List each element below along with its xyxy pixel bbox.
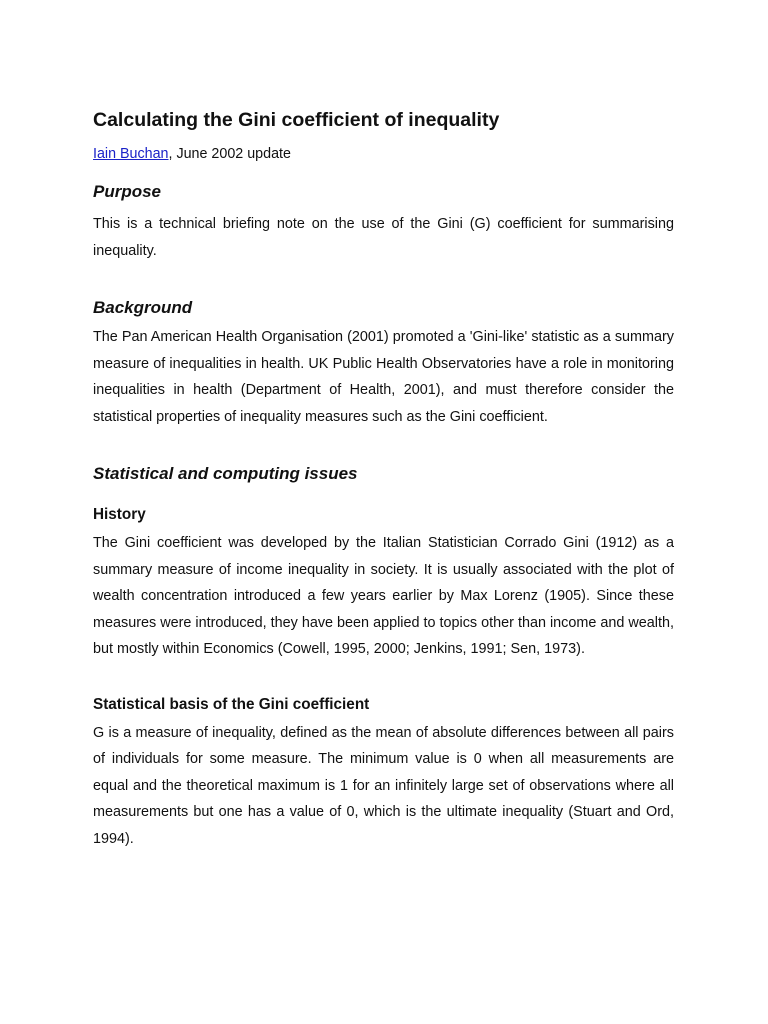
- background-heading: Background: [93, 298, 193, 317]
- history-paragraph: The Gini coefficient was developed by the Italian Statistician Corrado Gini (1912) as a summary measure of income inequality in society. It is usually associated with the plot of wealth concentration introduced a few years earlier by Max Lorenz (1905). Since these measures were introduced, they have been applied to topics other than income and wealth, but mostly within Economics (Cowell, 1995, 2000; Jenkins, 1991; Sen, 1973).: [93, 535, 674, 657]
- gini-basis-heading: Statistical basis of the Gini coefficient: [93, 695, 370, 713]
- byline: [93, 145, 674, 163]
- purpose-heading: Purpose: [93, 182, 162, 201]
- background-paragraph: The Pan American Health Organisation (2001) promoted a 'Gini-like' statistic as a summary measure of inequalities in health. UK Public Health Observatories have a role in monitoring inequalities in health (Department of Health, 2001), and must therefore consider the statistical properties of inequality measures such as the Gini coefficient.: [93, 329, 674, 425]
- document-page: [93, 108, 674, 852]
- statistical-issues-heading: Statistical and computing issues: [93, 464, 358, 483]
- document-title: Calculating the Gini coefficient of inequality: [93, 109, 500, 131]
- byline-date: , June 2002 update: [168, 146, 291, 162]
- gini-basis-paragraph: G is a measure of inequality, defined as the mean of absolute differences between all pairs of individuals for some measure. The minimum value is 0 when all measurements are equal and the theoretical maximum is 1 for an infinitely large set of observations where all measurements but one has a value of 0, which is the ultimate inequality (Stuart and Ord, 1994).: [93, 724, 674, 847]
- purpose-paragraph: This is a technical briefing note on the use of the Gini (G) coefficient for summarising inequality.: [93, 216, 674, 259]
- author-link[interactable]: Iain Buchan: [93, 146, 169, 162]
- history-heading: History: [93, 506, 146, 523]
